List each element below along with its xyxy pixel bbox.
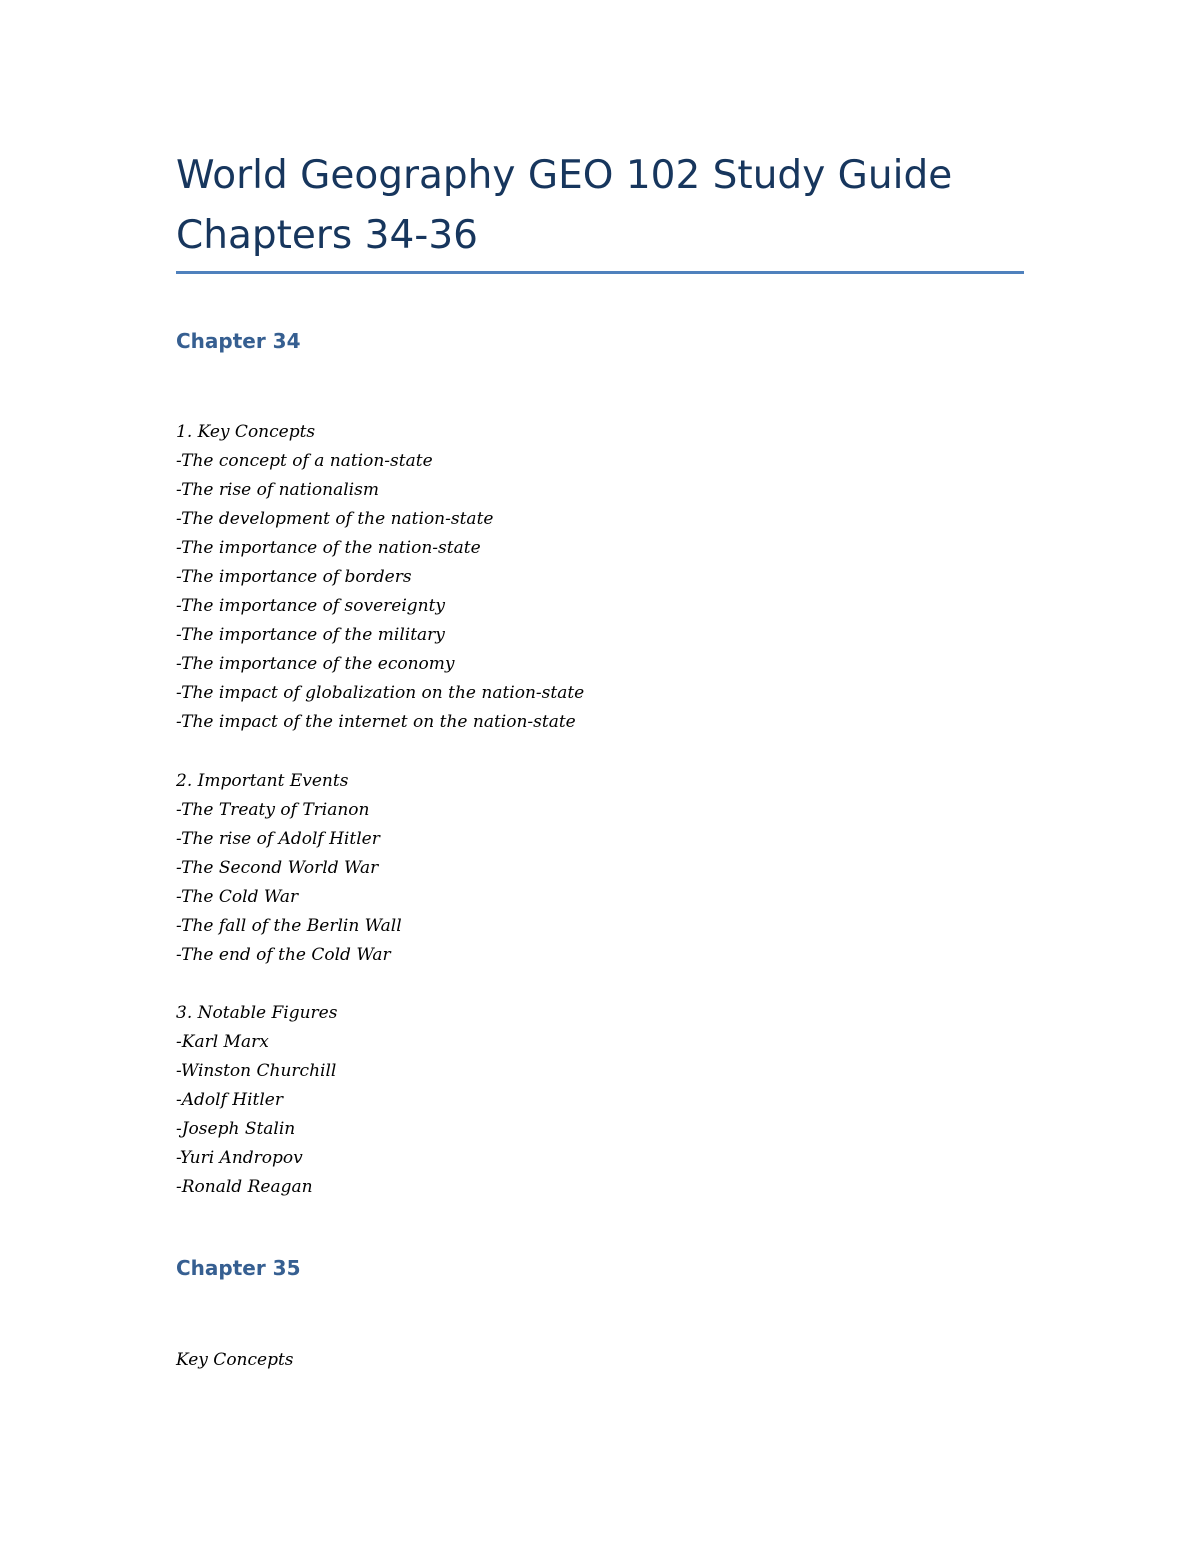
- list-item: -Winston Churchill: [176, 1061, 337, 1081]
- list-item: -Joseph Stalin: [176, 1119, 296, 1139]
- document-title: World Geography GEO 102 Study Guide Chapters 34-36: [176, 153, 953, 258]
- list-item: -Yuri Andropov: [176, 1148, 303, 1168]
- list-item: -The importance of the nation-state: [176, 538, 481, 558]
- list-item: -The Treaty of Trianon: [176, 800, 370, 820]
- chapter-35-key-concepts-heading: Key Concepts: [176, 1350, 294, 1370]
- list-item: -Adolf Hitler: [176, 1090, 283, 1110]
- list-item: -The importance of sovereignty: [176, 596, 446, 616]
- list-item: -The end of the Cold War: [176, 945, 391, 965]
- chapter-35-key-concepts-section: [176, 1346, 294, 1375]
- list-item: -The importance of borders: [176, 567, 412, 587]
- key-concepts-list: [176, 447, 584, 737]
- list-item: -The concept of a nation-state: [176, 451, 433, 471]
- chapter-34-heading: Chapter 34: [176, 329, 301, 353]
- list-item: -Ronald Reagan: [176, 1177, 313, 1197]
- list-item: -Karl Marx: [176, 1032, 269, 1052]
- key-concepts-heading: 1. Key Concepts: [176, 422, 316, 442]
- important-events-heading: 2. Important Events: [176, 771, 349, 791]
- list-item: -The development of the nation-state: [176, 509, 494, 529]
- chapter-35-heading: Chapter 35: [176, 1256, 301, 1280]
- list-item: -The Cold War: [176, 887, 299, 907]
- list-item: -The impact of the internet on the nation-state: [176, 712, 576, 732]
- list-item: -The rise of nationalism: [176, 480, 379, 500]
- notable-figures-list: [176, 1028, 337, 1202]
- list-item: -The impact of globalization on the nation-state: [176, 683, 585, 703]
- list-item: -The importance of the military: [176, 625, 445, 645]
- list-item: -The rise of Adolf Hitler: [176, 829, 380, 849]
- list-item: -The importance of the economy: [176, 654, 455, 674]
- important-events-list: [176, 796, 402, 970]
- key-concepts-section: [176, 418, 584, 737]
- notable-figures-heading: 3. Notable Figures: [176, 1003, 338, 1023]
- important-events-section: [176, 767, 402, 970]
- list-item: -The Second World War: [176, 858, 379, 878]
- title-underline-divider: [176, 271, 1024, 274]
- list-item: -The fall of the Berlin Wall: [176, 916, 402, 936]
- notable-figures-section: [176, 999, 337, 1202]
